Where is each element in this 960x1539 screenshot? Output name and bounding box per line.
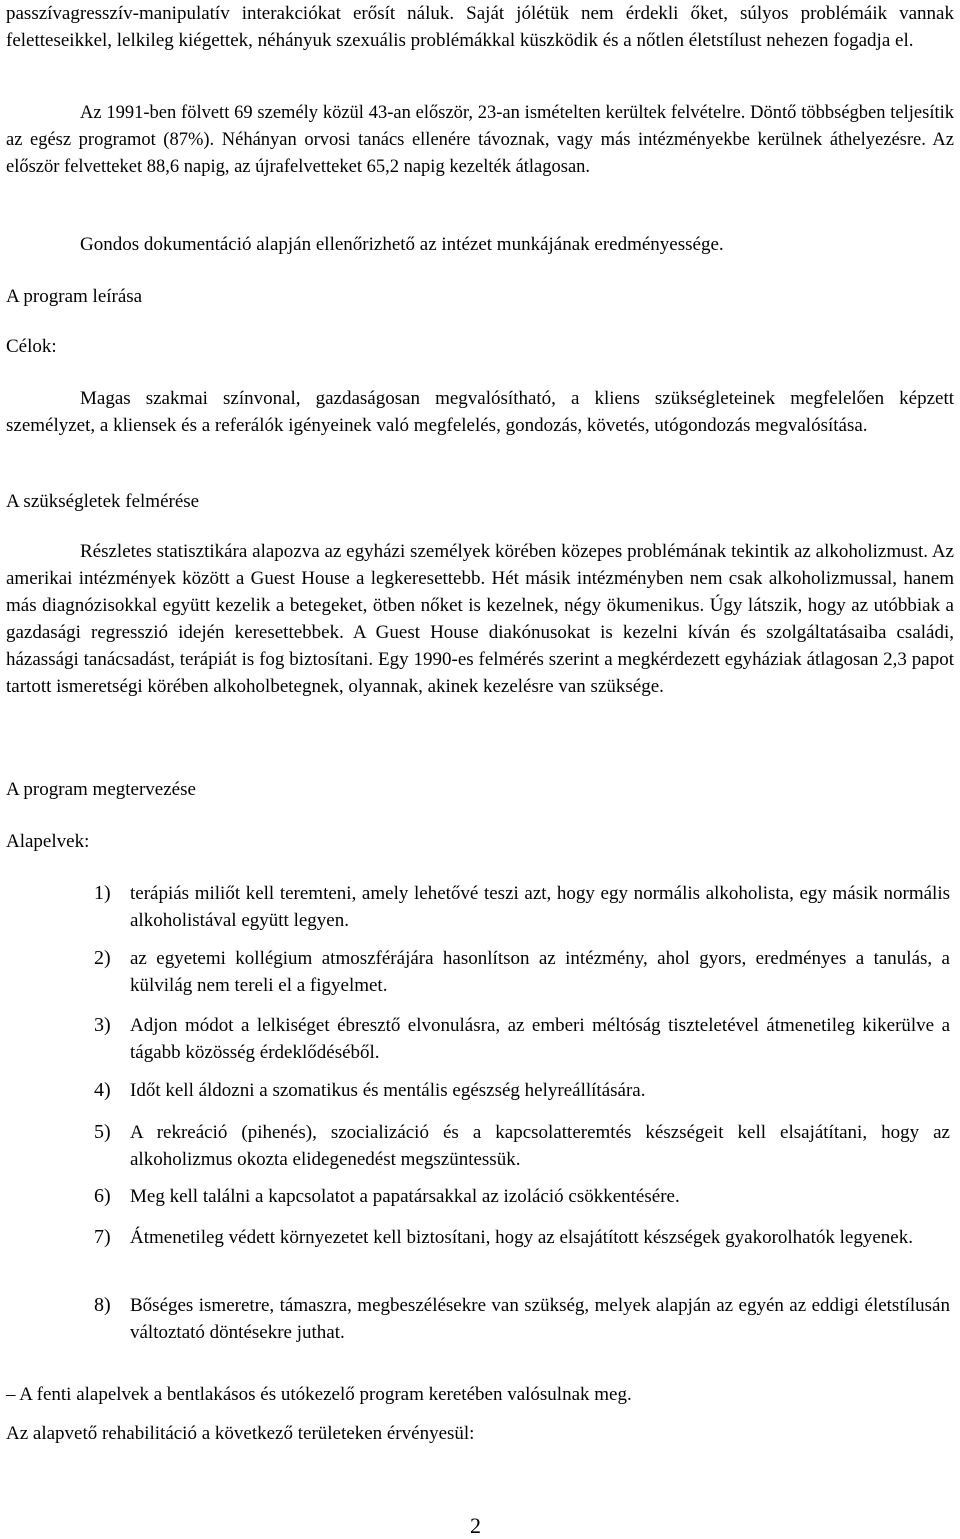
principle-text: A rekreáció (pihenés), szocializáció és a kapcsolatteremtés készségeit kell elsajátítani, hogy az alkoholizmus okozta elidegenedést megszüntessük. xyxy=(130,1122,950,1170)
principle-number: 3) xyxy=(94,1014,111,1036)
principle-text: terápiás miliőt kell teremteni, amely lehetővé teszi azt, hogy egy normális alkoholista, egy másik normális alkoholistával együtt legyen. xyxy=(130,883,950,931)
summary-line: – A fenti alapelvek a bentlakásos és utókezelő program keretében valósulnak meg. xyxy=(6,1384,632,1405)
principle-number: 5) xyxy=(94,1121,111,1143)
principle-number: 8) xyxy=(94,1294,111,1316)
principle-number: 4) xyxy=(94,1079,111,1101)
principle-number: 1) xyxy=(94,882,111,904)
principle-text: Meg kell találni a kapcsolatot a papatársakkal az izoláció csökkentésére. xyxy=(130,1186,680,1207)
principles-label: Alapelvek: xyxy=(6,831,90,852)
rehabilitation-intro: Az alapvető rehabilitáció a következő területeken érvényesül: xyxy=(6,1423,475,1444)
principle-number: 2) xyxy=(94,947,111,969)
heading-needs-assessment: A szükségletek felmérése xyxy=(6,491,200,512)
principle-number: 6) xyxy=(94,1185,111,1207)
page-number: 2 xyxy=(470,1513,481,1538)
heading-program-description: A program leírása xyxy=(6,286,143,307)
principle-text: Adjon módot a lelkiséget ébresztő elvonulásra, az emberi méltóság tiszteletével átmenetileg kikerülve a tágabb közösség érdeklődéséből. xyxy=(130,1015,950,1063)
heading-goals: Célok: xyxy=(6,336,57,357)
goals-paragraph: Magas szakmai színvonal, gazdaságosan megvalósítható, a kliens szükségleteinek megfelelően képzett személyzet, a kliensek és a referálók igényeinek való megfelelés, gondozás, követés, utógondozás megvalósítása. xyxy=(6,388,954,436)
needs-paragraph: Részletes statisztikára alapozva az egyházi személyek körében közepes problémának tekintik az alkoholizmust. Az amerikai intézmények között a Guest House a legkeresettebb. Hét másik intézményben nem csak alkoholizmussal, hanem más diagnózisokkal együtt kezelik a betegeket, ötben nőket is kezelnek, négy ökumenikus. Úgy látszik, hogy az utóbbiak a gazdasági regresszió idején keresettebbek. A Guest House diakónusokat is kezelni kíván és szolgáltatásaiba családi, házassági tanácsadást, terápiát is fog biztosítani. Egy 1990-es felmérés szerint a megkérdezett egyháziak átlagosan 2,3 papot tartott ismeretségi körében alkoholbetegnek, olyannak, akinek kezelésre van szüksége. xyxy=(6,541,954,697)
principle-text: Átmenetileg védett környezetet kell biztosítani, hogy az elsajátított készségek gyakorolhatók legyenek. xyxy=(130,1227,913,1248)
principle-text: Időt kell áldozni a szomatikus és mentális egészség helyreállítására. xyxy=(130,1080,646,1101)
documentation-paragraph: Gondos dokumentáció alapján ellenőrizhető az intézet munkájának eredményessége. xyxy=(80,234,724,255)
statistics-paragraph: Az 1991-ben fölvett 69 személy közül 43-an először, 23-an ismételten kerültek felvételre. Döntő többségben teljesítik az egész programot (87%). Néhányan orvosi tanács ellenére távoznak, vagy más intézményekbe kerülnek áthelyezésre. Az először felvetteket 88,6 napig, az újrafelvetteket 65,2 napig kezelték átlagosan. xyxy=(6,103,954,177)
principle-text: Bőséges ismeretre, támaszra, megbeszélésekre van szükség, melyek alapján az egyén az eddigi életstílusán változtató döntésekre juthat. xyxy=(130,1295,950,1343)
heading-program-design: A program megtervezése xyxy=(6,779,196,800)
principle-number: 7) xyxy=(94,1226,111,1248)
intro-paragraph: passzívagresszív-manipulatív interakciókat erősít náluk. Saját jólétük nem érdekli őket, súlyos problémáik vannak feletteseikkel, lelkileg kiégettek, néhányuk szexuális problémákkal küszködik és a nőtlen életstílust nehezen fogadja el. xyxy=(6,3,954,51)
principle-text: az egyetemi kollégium atmoszférájára hasonlítson az intézmény, ahol gyors, eredményes a tanulás, a külvilág nem tereli el a figyelmet. xyxy=(130,948,950,996)
